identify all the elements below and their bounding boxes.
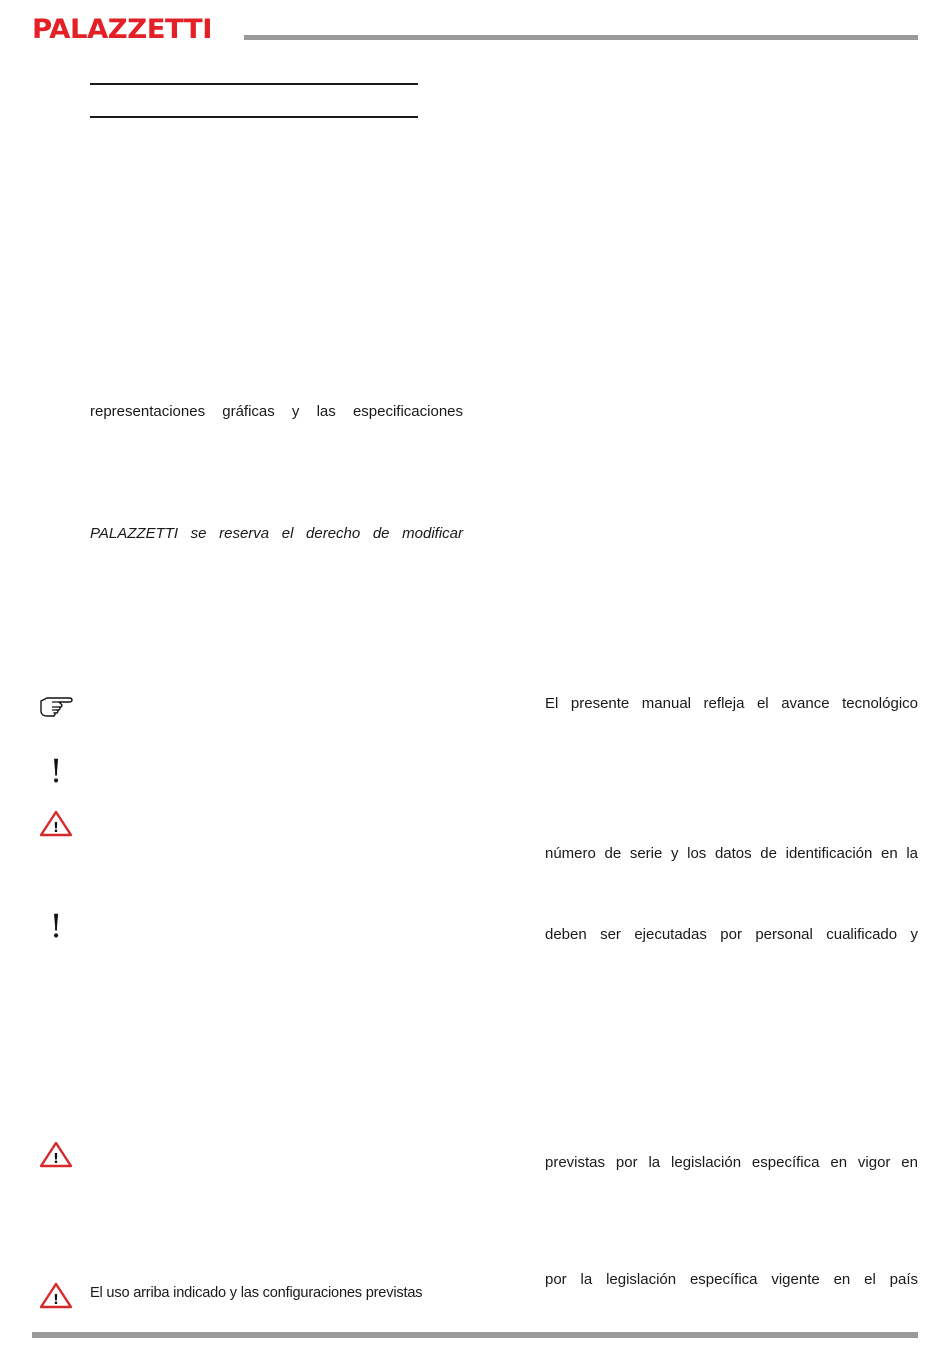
title-rule-top — [90, 83, 418, 85]
left-text-line-1: representaciones gráficas y las especificaciones — [90, 403, 463, 420]
header-rule — [244, 35, 918, 40]
exclamation-icon: ! — [49, 907, 63, 945]
warning-triangle-glyph: ! — [53, 1152, 59, 1167]
warning-triangle-glyph: ! — [53, 821, 59, 836]
warning-triangle-icon — [38, 810, 74, 842]
brand-logo: PALAZZETTI — [32, 14, 212, 45]
right-text-line-5: por la legislación específica vigente en el país — [545, 1271, 918, 1288]
right-text-line-4: previstas por la legislación específica en vigor en — [545, 1154, 918, 1171]
warning-triangle-glyph: ! — [53, 1293, 59, 1308]
pointing-hand-icon — [38, 692, 74, 724]
left-text-line-3: El uso arriba indicado y las configuraciones previstas — [90, 1285, 423, 1301]
footer-rule — [32, 1332, 918, 1338]
right-text-line-1: El presente manual refleja el avance tecnológico — [545, 695, 918, 712]
warning-triangle-icon — [38, 1282, 74, 1314]
right-text-line-2: número de serie y los datos de identificación en la — [545, 845, 918, 862]
left-text-line-2: PALAZZETTI se reserva el derecho de modificar — [90, 525, 463, 542]
exclamation-icon: ! — [49, 752, 63, 790]
right-text-line-3: deben ser ejecutadas por personal cualificado y — [545, 926, 918, 943]
warning-triangle-icon — [38, 1141, 74, 1173]
title-rule-bottom — [90, 116, 418, 118]
